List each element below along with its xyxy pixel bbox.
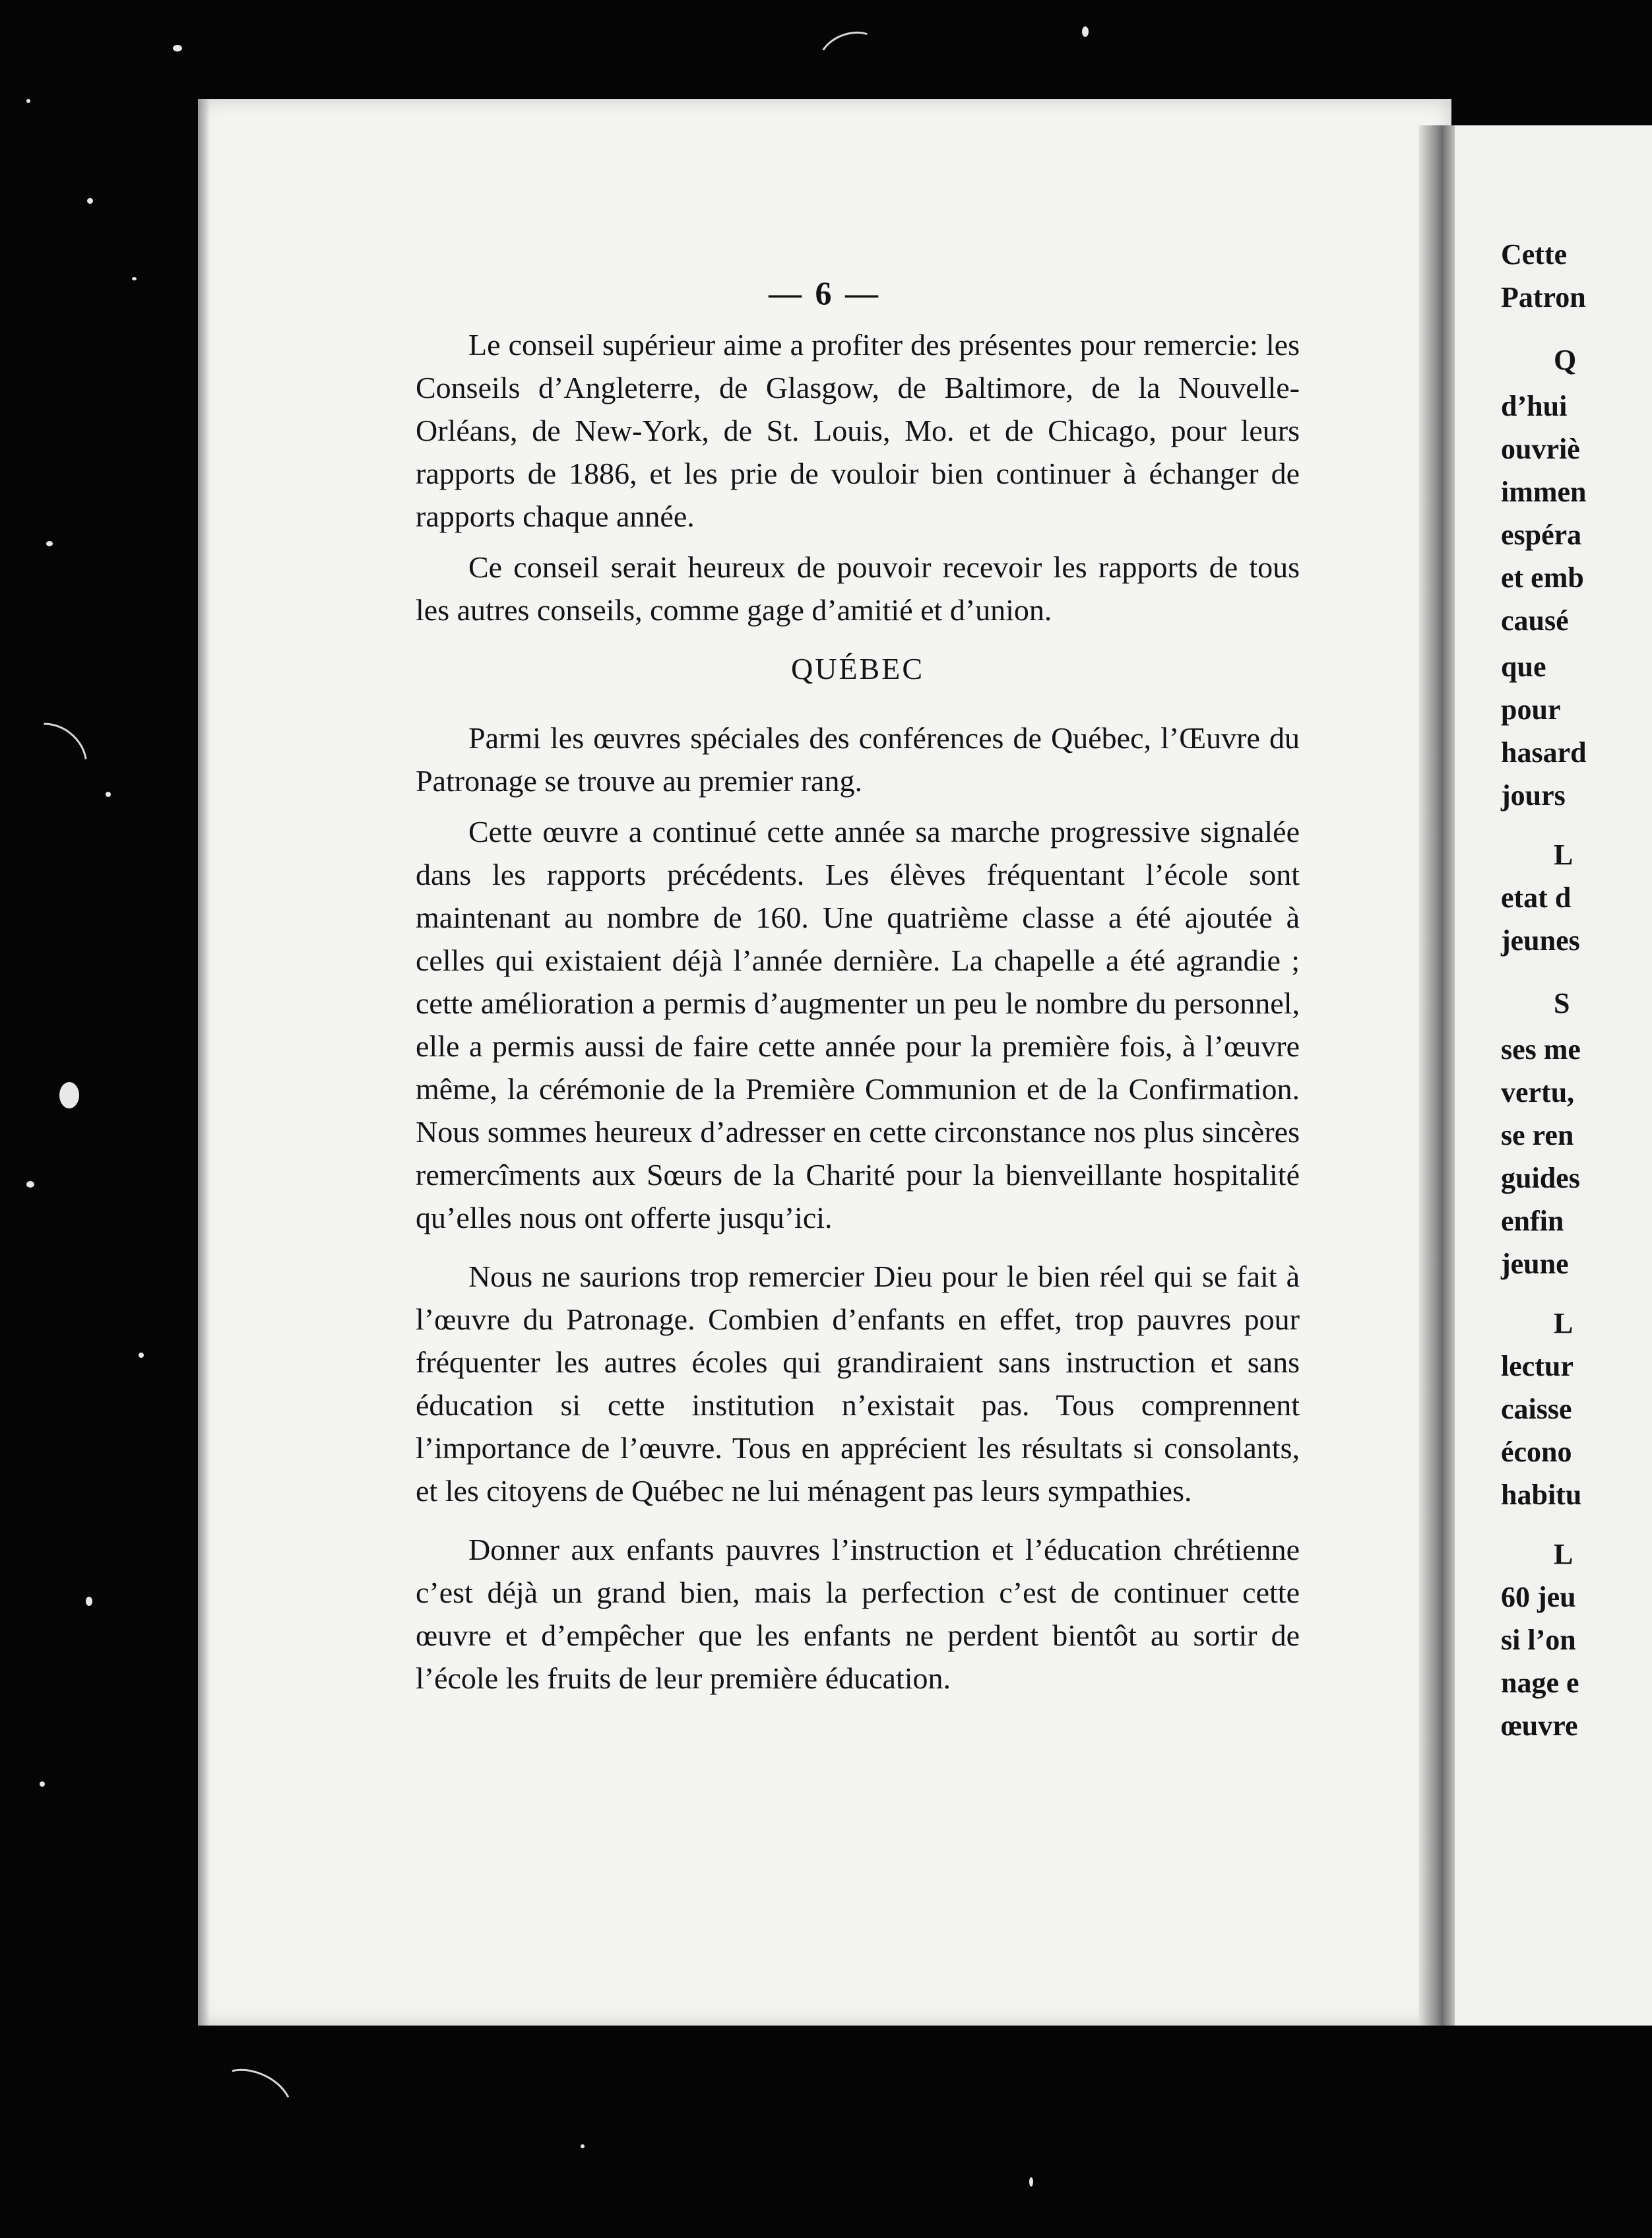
section-heading: QUÉBEC [791,652,924,686]
facing-page-line: Cette [1501,238,1568,271]
facing-page-line: immen [1501,476,1587,508]
paragraph: Parmi les œuvres spéciales des conférences de Québec, l’Œuvre du Patronage se trouve au premier rang. [416,721,1300,798]
paragraph: Le conseil supérieur aime a profiter des présentes pour remercie: les Conseils d’Angleterre, de Glasgow, de Baltimore, de la Nouvelle-Orléans, de New-York, de St. Louis, Mo. et de Chicago, pour leurs rapports de 1886, et les prie de vouloir bien continuer à échanger de rapports chaque année. [416,328,1300,533]
facing-page-line: écono [1501,1436,1572,1468]
page-body [416,323,1300,1708]
facing-page-line: d’hui [1501,390,1568,422]
facing-page-line: 60 jeu [1501,1581,1576,1613]
facing-page-line: Q [1554,344,1577,376]
paragraph: Cette œuvre a continué cette année sa marche progressive signalée dans les rapports précédents. Les élèves fréquentant l’école sont maintenant au nombre de 160. Une quatrième classe a été ajoutée à celles qui existaient déjà l’année dernière. La chapelle a été agrandie ; cette amélioration a permis d’augmenter un peu le nombre du personnel, elle a permis aussi de faire cette année pour la première fois, à l’œuvre même, la cérémonie de la Première Communion et de la Confirmation. Nous sommes heureux d’adresser en cette circonstance nos plus sincères remercîments aux Sœurs de la Charité pour la bienveillante hospitalité qu’elles nous ont offerte jusqu’ici. [416,815,1300,1234]
facing-page-line: S [1554,987,1570,1019]
facing-page-line: lectur [1501,1350,1573,1382]
facing-page-line: ouvriè [1501,433,1580,465]
facing-page-line: que [1501,651,1546,683]
facing-page-line: et emb [1501,561,1584,594]
facing-page-line: vertu, [1501,1076,1575,1108]
book-gutter [1418,125,1458,2026]
facing-page-line: L [1554,1538,1573,1570]
paragraph: Ce conseil serait heureux de pouvoir recevoir les rapports de tous les autres conseils, comme gage d’amitié et d’union. [416,550,1300,627]
facing-page-line: ses me [1501,1033,1581,1066]
facing-page-line: Patron [1501,281,1586,313]
facing-page-line: caisse [1501,1393,1572,1425]
facing-page-line: hasard [1501,736,1587,769]
facing-page-line: jeunes [1501,924,1580,957]
facing-page [1455,125,1652,2026]
facing-page-line: causé [1501,604,1569,637]
page-number: — 6 — [769,274,881,311]
facing-page-line: œuvre [1501,1710,1578,1742]
facing-page-line: guides [1501,1162,1580,1194]
facing-page-line: enfin [1501,1205,1564,1237]
facing-page-line: jours [1501,779,1566,812]
facing-page-line: espéra [1501,519,1582,551]
facing-page-line: L [1554,1307,1573,1339]
document-page [198,99,1451,2026]
facing-page-line: etat d [1501,881,1572,914]
facing-page-line: habitu [1501,1479,1582,1511]
facing-page-line: jeune [1501,1248,1569,1280]
facing-page-line: si l’on [1501,1624,1576,1656]
paragraph: Nous ne saurions trop remercier Dieu pour le bien réel qui se fait à l’œuvre du Patronage. Combien d’enfants en effet, trop pauvres pour fréquenter les autres écoles qui grandiraient sans instruction et sans éducation si cette institution n’existait pas. Tous comprennent l’importance de l’œuvre. Tous en apprécient les résultats si consolants, et les citoyens de Québec ne lui ménagent pas leurs sympathies. [416,1260,1300,1508]
facing-page-line: L [1554,839,1573,871]
facing-page-line: se ren [1501,1119,1574,1151]
facing-page-line: nage e [1501,1667,1579,1699]
facing-page-line: pour [1501,693,1561,726]
paragraph: Donner aux enfants pauvres l’instruction et l’éducation chrétienne c’est déjà un grand bien, mais la perfection c’est de continuer cette œuvre et d’empêcher que les enfants ne perdent bientôt au sortir de l’école les fruits de leur première éducation. [416,1533,1300,1695]
